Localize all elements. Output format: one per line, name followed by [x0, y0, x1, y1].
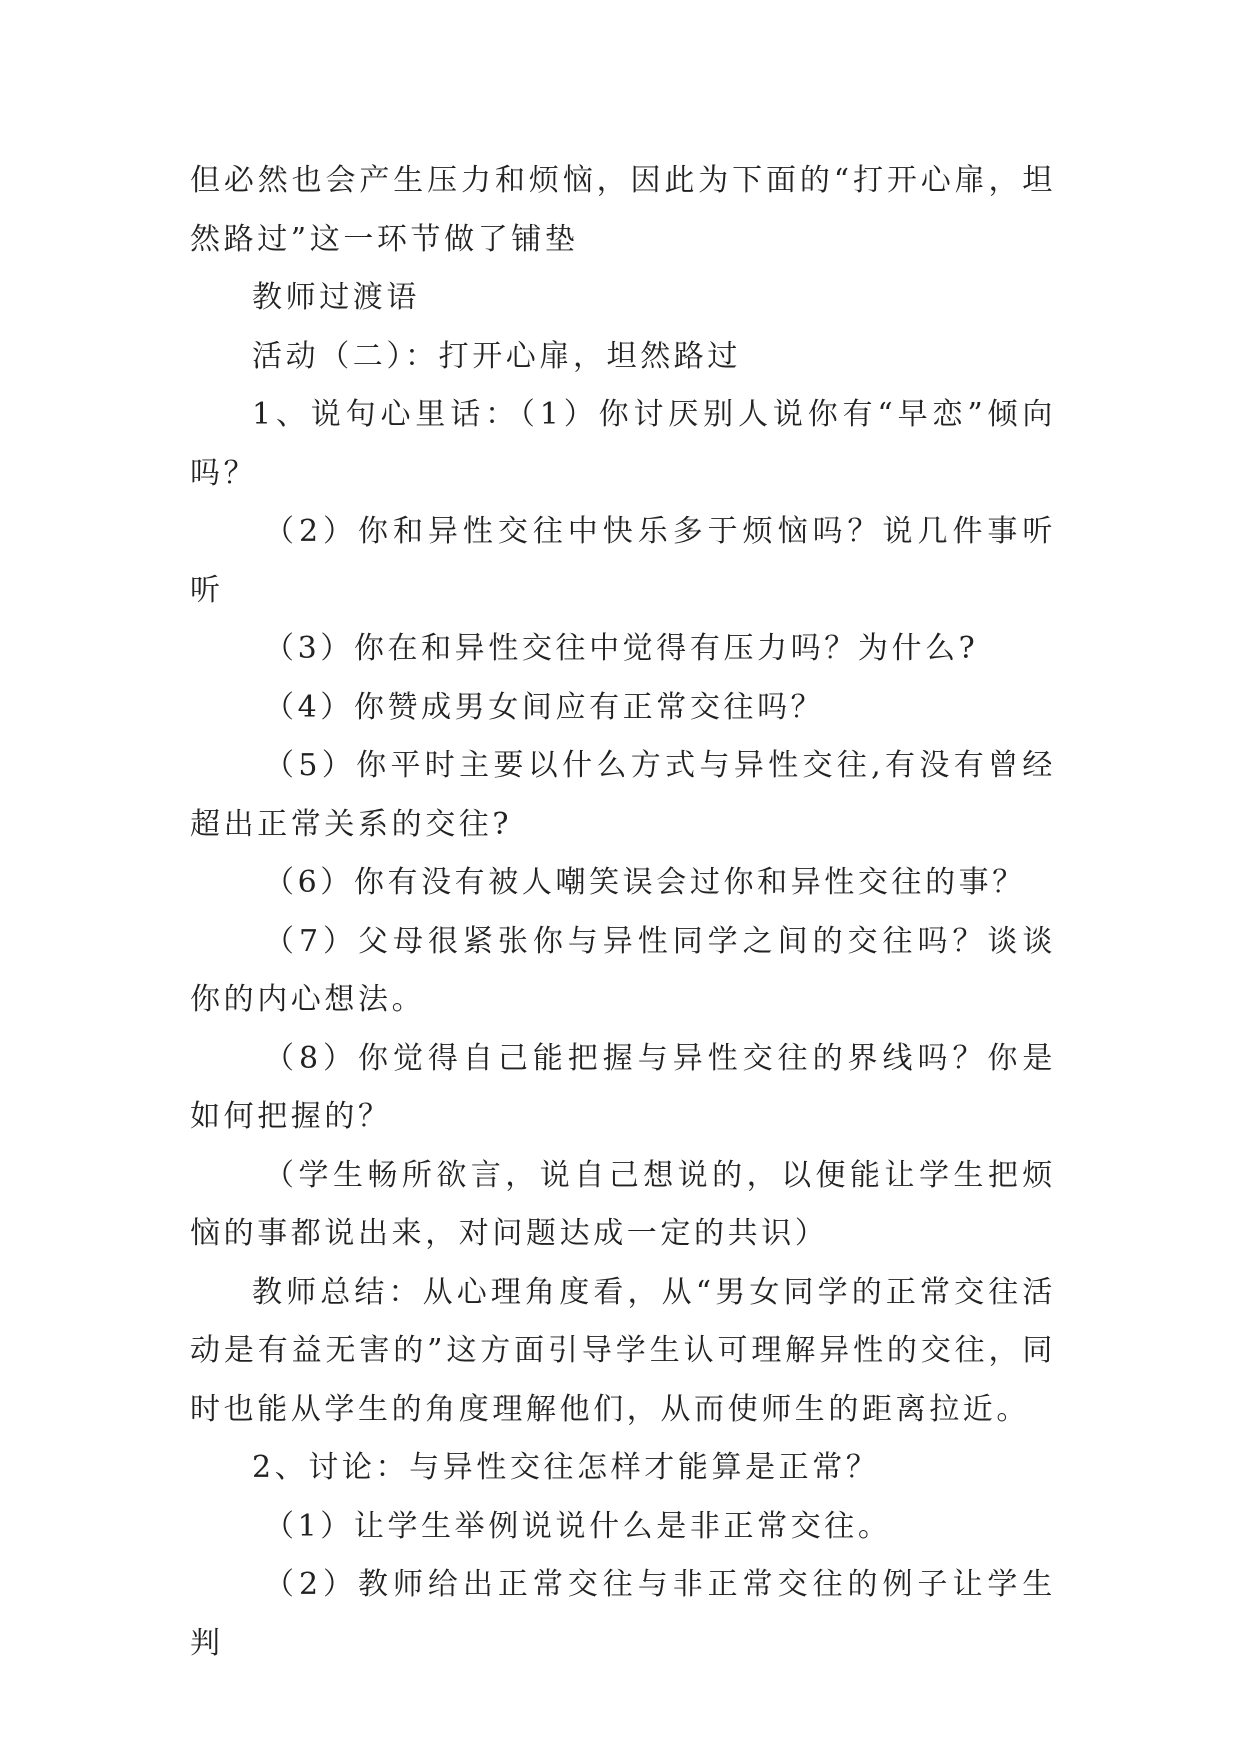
document-body	[190, 152, 1056, 1673]
paragraph: 教师总结：从心理角度看，从“男女同学的正常交往活动是有益无害的”这方面引导学生认可理解异性的交往，同时也能从学生的角度理解他们，从而使师生的距离拉近。	[190, 1274, 1056, 1427]
paragraph: （8）你觉得自己能把握与异性交往的界线吗？你是如何把握的？	[190, 1040, 1056, 1134]
paragraph: （5）你平时主要以什么方式与异性交往,有没有曾经超出正常关系的交往?	[190, 748, 1056, 842]
paragraph: 但必然也会产生压力和烦恼，因此为下面的“打开心扉，坦然路过”这一环节做了铺垫	[190, 163, 1056, 257]
paragraph: 2、讨论：与异性交往怎样才能算是正常？	[252, 1450, 880, 1485]
paragraph: 教师过渡语	[252, 280, 420, 315]
paragraph: （6）你有没有被人嘲笑误会过你和异性交往的事？	[264, 865, 1026, 900]
paragraph: （2）教师给出正常交往与非正常交往的例子让学生判	[190, 1567, 1056, 1661]
paragraph: （7）父母很紧张你与异性同学之间的交往吗？谈谈你的内心想法。	[190, 923, 1056, 1017]
paragraph: （4）你赞成男女间应有正常交往吗？	[264, 689, 825, 725]
paragraph: （3）你在和异性交往中觉得有压力吗？为什么?	[264, 631, 979, 666]
paragraph: （学生畅所欲言，说自己想说的，以便能让学生把烦恼的事都说出来，对问题达成一定的共识）	[190, 1157, 1056, 1251]
paragraph: 1、说句心里话：（1）你讨厌别人说你有“早恋”倾向吗？	[190, 397, 1056, 491]
paragraph: 活动（二）：打开心扉，坦然路过	[252, 338, 741, 374]
paragraph: （1）让学生举例说说什么是非正常交往。	[264, 1508, 892, 1544]
paragraph: （2）你和异性交往中快乐多于烦恼吗？说几件事听听	[190, 514, 1056, 608]
